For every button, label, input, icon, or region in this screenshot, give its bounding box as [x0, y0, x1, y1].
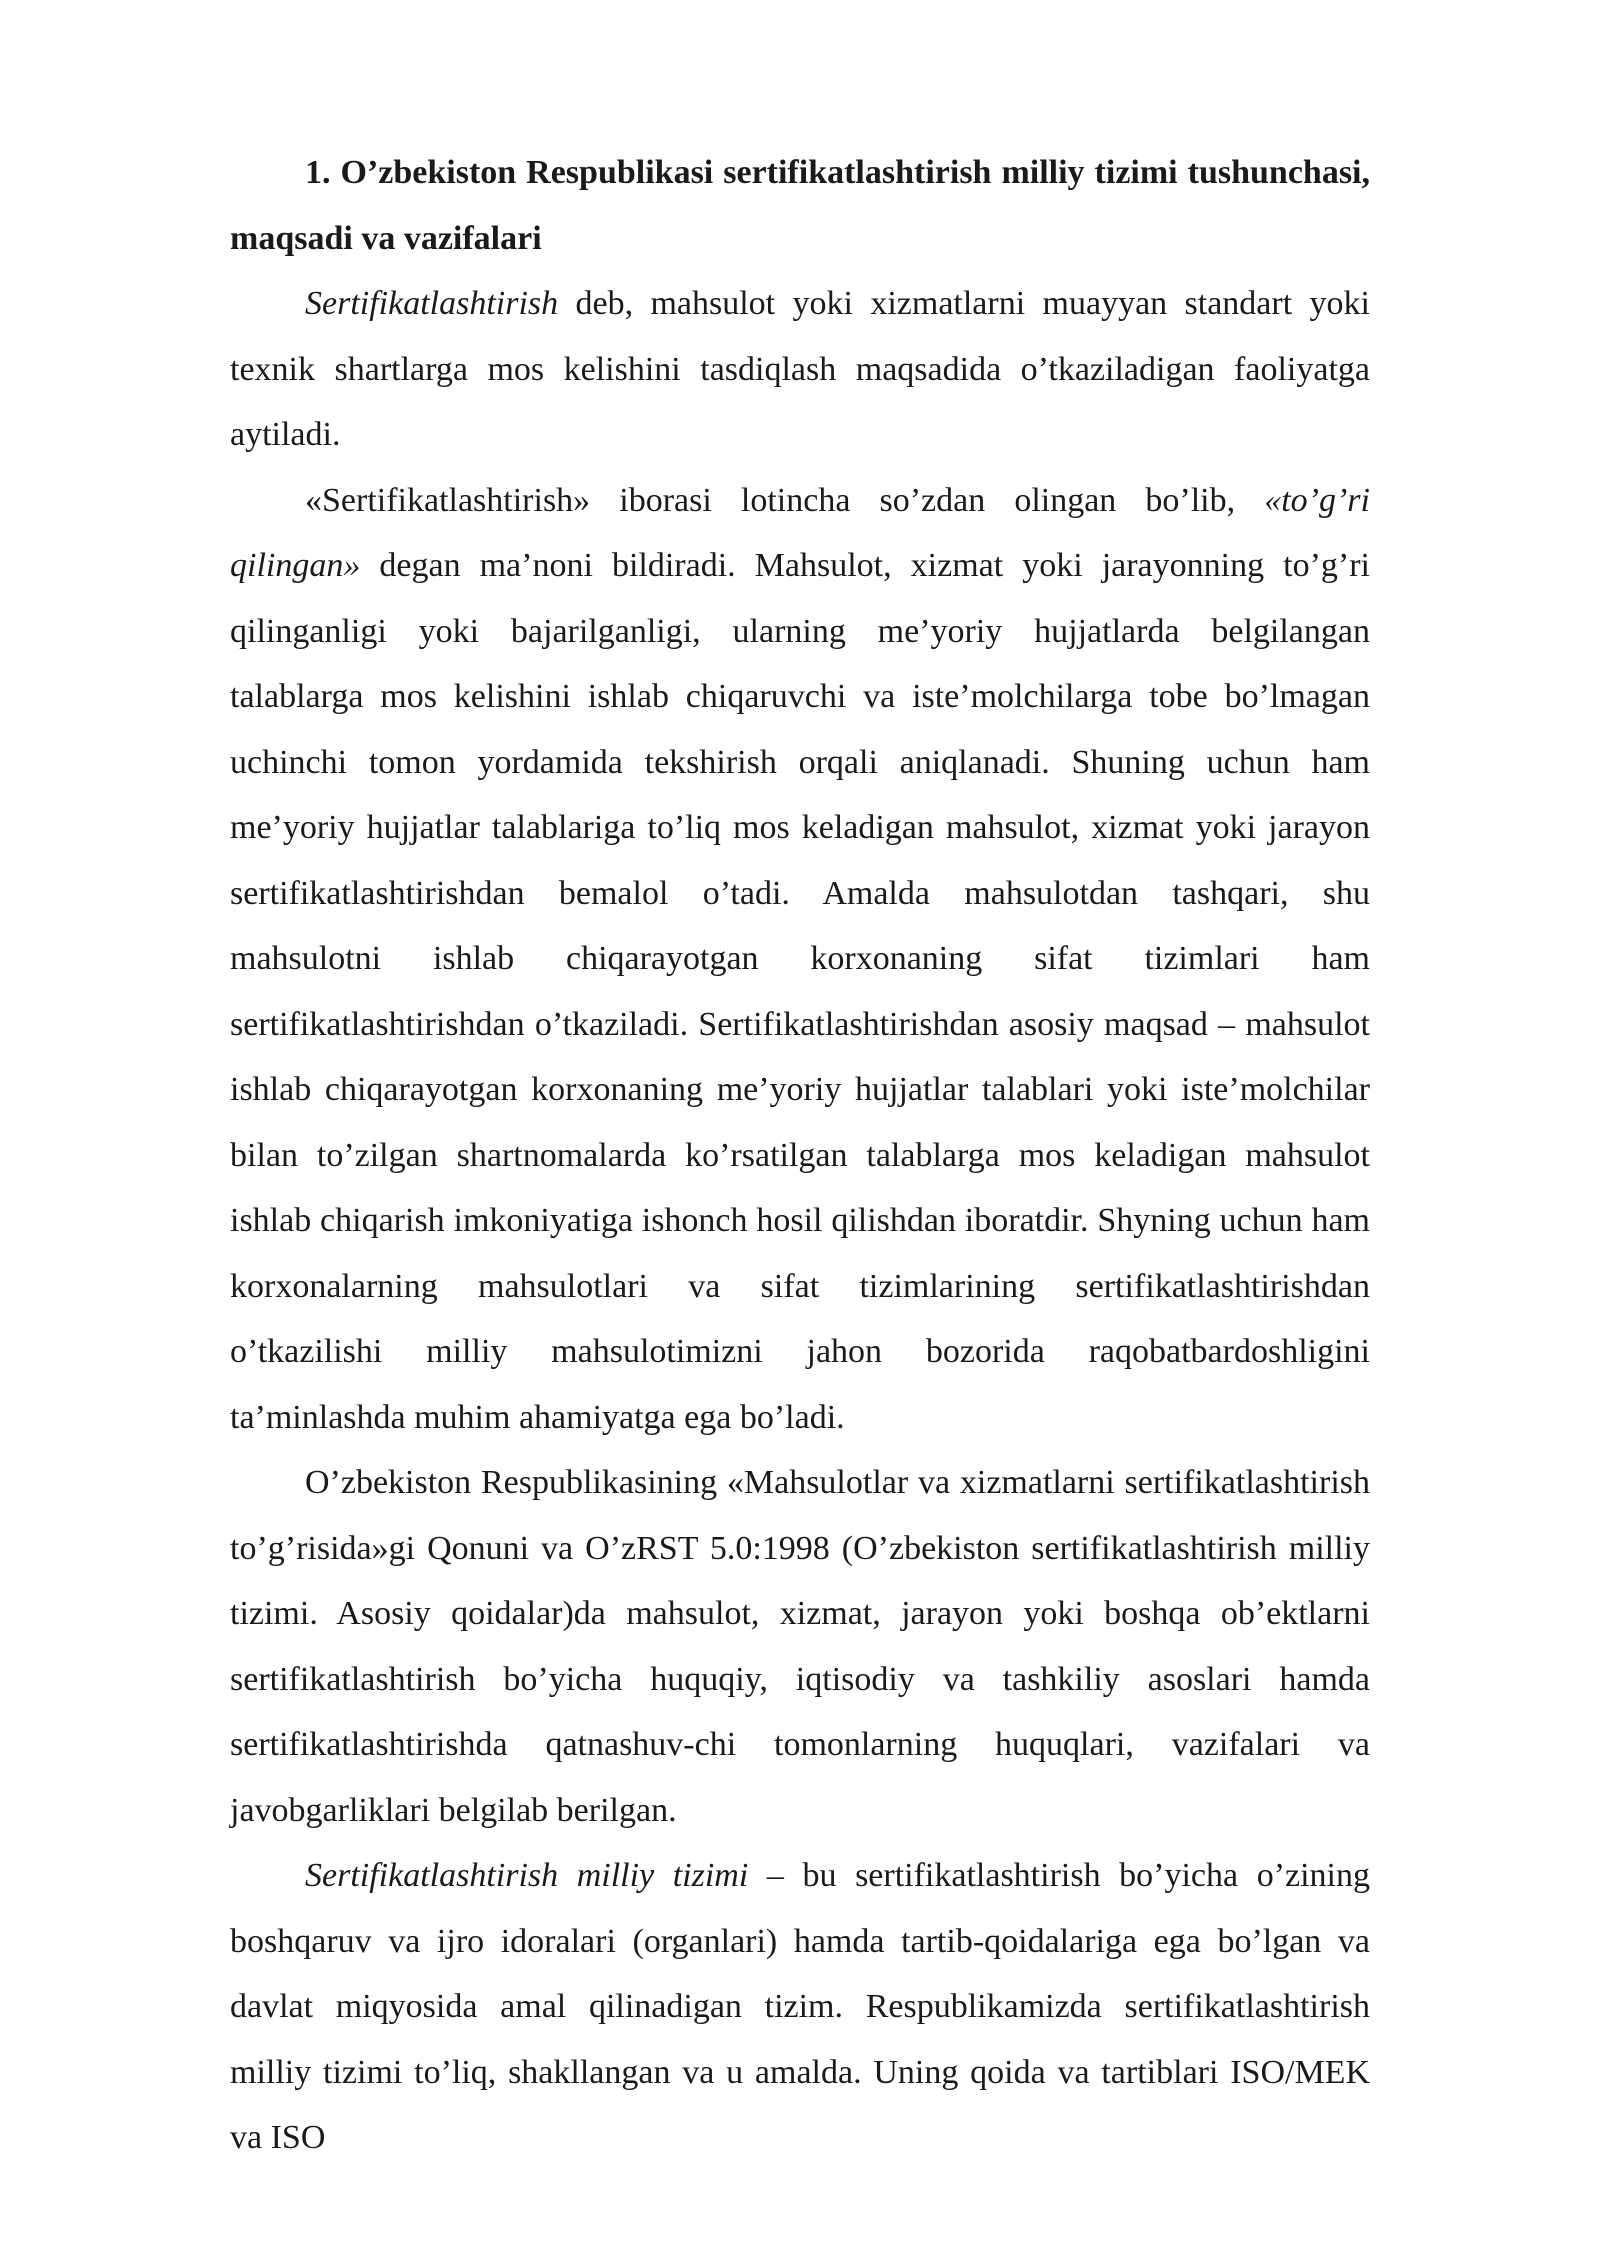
quoted-meaning: «to’g’ri qilingan» — [230, 481, 1370, 584]
term-national-system: Sertifikatlashtirish milliy tizimi — [305, 1857, 749, 1894]
document-page — [230, 140, 1370, 2171]
paragraph-text: degan ma’noni bildiradi. Mahsulot, xizmat yoki jarayonning to’g’ri qilinganligi yoki bajarilganligi, ularning me’yoriy hujjatlarda belgilangan talablarga mos kelishini ishlab chiqaruvchi va iste’molchilarga tobe bo’lmagan uchinchi tomon yordamida tekshirish orqali aniqlanadi. Shuning uchun ham me’yoriy hujjatlar talablariga to’liq mos keladigan mahsulot, xizmat yoki jarayon sertifikatlashtirishdan bemalol o’tadi. Amalda mahsulotdan tashqari, shu mahsulotni ishlab chiqarayotgan korxonaning sifat tizimlari ham sertifikatlashtirishdan o’tkaziladi. Sertifikatlashtirishdan asosiy maqsad – mahsulot ishlab chiqarayotgan korxonaning me’yoriy hujjatlar talablari yoki iste’molchilar bilan to’zilgan shartnomalarda ko’rsatilgan talablarga mos keladigan mahsulot ishlab chiqarish imkoniyatiga ishonch hosil qilishdan iboratdir. Shyning uchun ham korxonalarning mahsulotlari va sifat tizimlarining sertifikatlashtirishdan o’tkazilishi milliy mahsulotimizni jahon bozorida raqobatbardoshligini ta’minlashda muhim ahamiyatga ega bo’ladi. — [230, 547, 1370, 1436]
term-sertifikatlashtirish: Sertifikatlashtirish — [305, 285, 559, 322]
paragraph-text: deb, mahsulot yoki xizmatlarni muayyan standart yoki texnik shartlarga mos kelishini tasdiqlash maqsadida o’tkaziladigan faoliyatga aytiladi. — [230, 285, 1370, 453]
paragraph-definition — [230, 271, 1370, 468]
paragraph-text: – bu sertifikatlashtirish bo’yicha o’zining boshqaruv va ijro idoralari (organlari) hamda tartib-qoidalariga ega bo’lgan va davlat miqyosida amal qilinadigan tizim. Respublikamizda sertifikatlashtirish milliy tizimi to’liq, shakllangan va u amalda. Uning qoida va tartiblari ISO/MEK va ISO — [230, 1857, 1371, 2156]
paragraph-lead: «Sertifikatlashtirish» iborasi lotincha so’zdan olingan bo’lib, — [305, 481, 1265, 519]
paragraph-national-system — [230, 1843, 1370, 2171]
section-heading: 1. O’zbekiston Respublikasi sertifikatlashtirish milliy tizimi tushunchasi, maqsadi va vazifalari — [230, 154, 1370, 257]
paragraph-law: O’zbekiston Respublikasining «Mahsulotlar va xizmatlarni sertifikatlashtirish to’g’risida»gi Qonuni va O’zRST 5.0:1998 (O’zbekiston sertifikatlashtirish milliy tizimi. Asosiy qoidalar)da mahsulot, xizmat, jarayon yoki boshqa ob’ektlarni sertifikatlashtirish bo’yicha huquqiy, iqtisodiy va tashkiliy asoslari hamda sertifikatlashtirishda qatnashuv-chi tomonlarning huquqlari, vazifalari va javobgarliklari belgilab berilgan. — [230, 1464, 1370, 1829]
paragraph-etymology — [230, 468, 1370, 1451]
